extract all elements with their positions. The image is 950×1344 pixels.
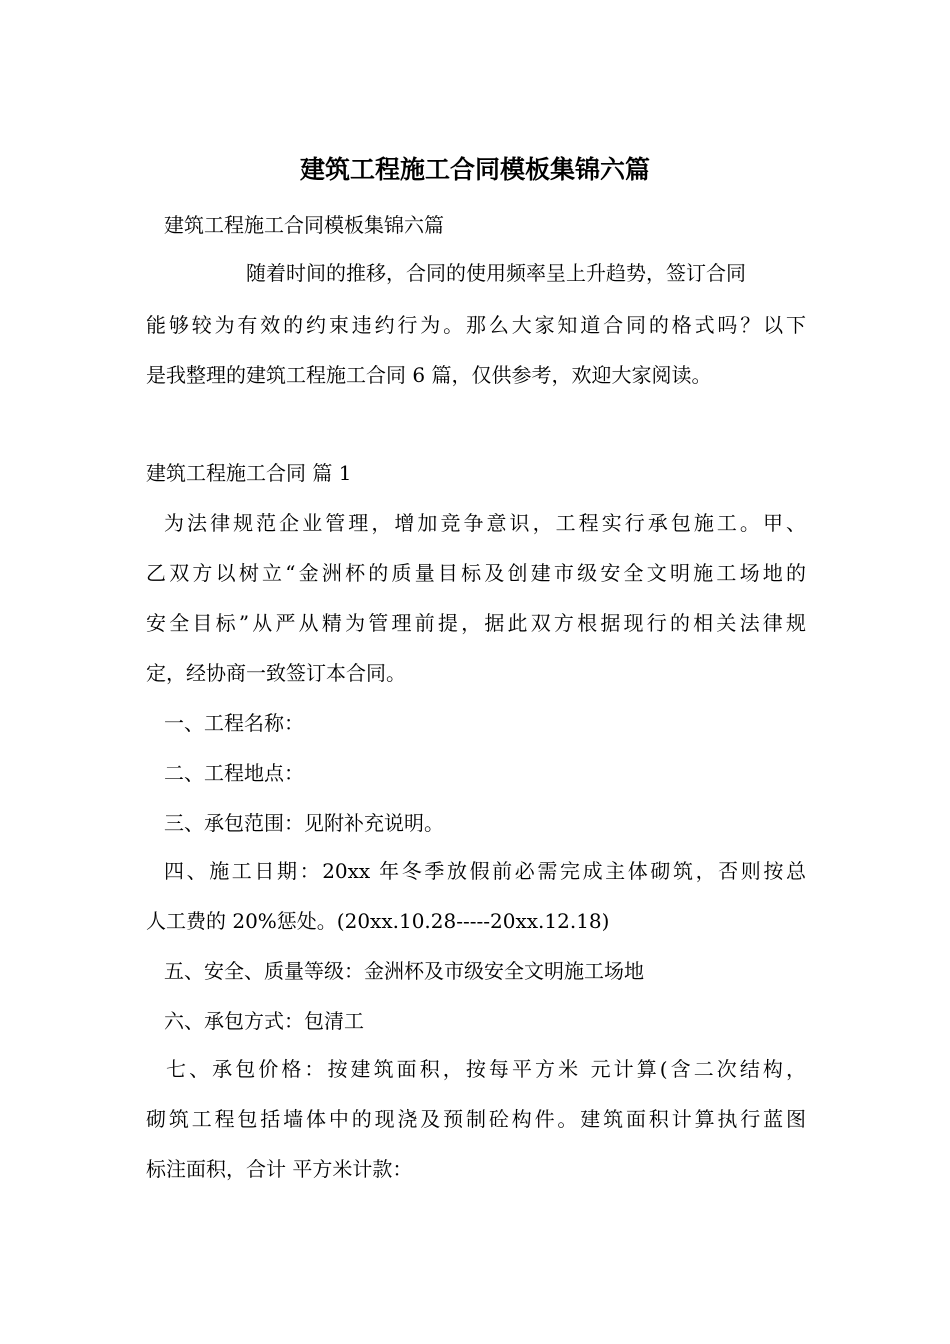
item-contract-method: 六、承包方式：包清工 bbox=[164, 1009, 364, 1033]
item-contract-scope: 三、承包范围：见附补充说明。 bbox=[164, 811, 444, 835]
item-safety-quality: 五、安全、质量等级：金洲杯及市级安全文明施工场地 bbox=[164, 959, 644, 983]
intro-line: 随着时间的推移，合同的使用频率呈上升趋势，签订合同 bbox=[246, 261, 746, 285]
paragraph-line: 为法律规范企业管理，增加竞争意识，工程实行承包施工。甲、 bbox=[164, 511, 806, 535]
item-project-name: 一、工程名称： bbox=[164, 711, 304, 735]
item-construction-date: 人工费的 20%惩处。(20xx.10.28-----20xx.12.18) bbox=[146, 909, 610, 933]
item-contract-price: 砌筑工程包括墙体中的现浇及预制砼构件。建筑面积计算执行蓝图 bbox=[146, 1107, 806, 1131]
item-contract-price: 七、承包价格：按建筑面积，按每平方米 元计算(含二次结构， bbox=[166, 1057, 806, 1081]
item-project-location: 二、工程地点： bbox=[164, 761, 304, 785]
paragraph-line: 安全目标”从严从精为管理前提，据此双方根据现行的相关法律规 bbox=[146, 611, 806, 635]
section-heading: 建筑工程施工合同 篇 1 bbox=[146, 461, 352, 485]
document-title: 建筑工程施工合同模板集锦六篇 bbox=[299, 155, 650, 184]
paragraph-line: 定，经协商一致签订本合同。 bbox=[146, 661, 406, 685]
subtitle: 建筑工程施工合同模板集锦六篇 bbox=[164, 213, 444, 237]
intro-line: 能够较为有效的约束违约行为。那么大家知道合同的格式吗？以下 bbox=[146, 313, 806, 337]
paragraph-line: 乙双方以树立“金洲杯的质量目标及创建市级安全文明施工场地的 bbox=[146, 561, 806, 585]
item-construction-date: 四、施工日期：20xx 年冬季放假前必需完成主体砌筑，否则按总 bbox=[164, 859, 806, 883]
item-contract-price: 标注面积，合计 平方米计款： bbox=[146, 1157, 413, 1181]
intro-line: 是我整理的建筑工程施工合同 6 篇，仅供参考，欢迎大家阅读。 bbox=[146, 363, 712, 387]
